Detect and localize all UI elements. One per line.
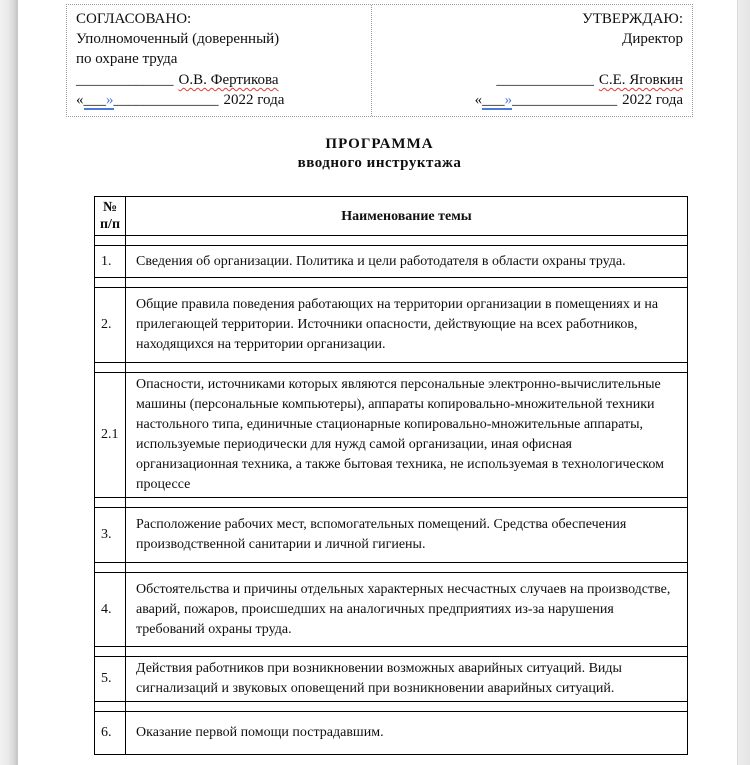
date-day-field — [84, 92, 114, 110]
agreed-role-line1: Уполномоченный (доверенный) — [76, 31, 280, 47]
table-row — [95, 573, 688, 647]
row-spacer — [95, 236, 688, 246]
title-line2: вводного инструктажа — [297, 155, 462, 171]
header-num-line1: № — [102, 200, 118, 215]
approved-signature-line — [381, 70, 683, 90]
approval-block — [66, 4, 693, 117]
approved-status: УТВЕРЖДАЮ: — [582, 11, 683, 27]
date-open-quote: « — [76, 92, 84, 108]
date-open-quote: « — [474, 92, 483, 108]
table-row — [95, 373, 688, 498]
row-topic: Действия работников при возникновении возможных аварийных ситуаций. Виды сигнализаций и звуковых оповещений при возникновении аварийных ситуаций. — [126, 657, 688, 702]
row-number: 2. — [95, 288, 126, 363]
row-topic: Общие правила поведения работающих на территории организации в помещениях и на прилегающей территории. Источники опасности, действующие на всех работников, находящихся на территории организации. — [126, 288, 688, 363]
date-day-blank: ___ — [482, 92, 505, 108]
agreed-signature-block — [76, 70, 362, 110]
table-row — [95, 246, 688, 278]
agreed-signature-line — [76, 70, 362, 90]
date-blank: ______________ — [512, 92, 618, 108]
row-spacer — [95, 563, 688, 573]
approved-cell — [372, 5, 692, 116]
table-row — [95, 712, 688, 755]
approved-text — [381, 9, 683, 49]
title-line1: ПРОГРАММА — [325, 136, 434, 152]
date-close-quote: » — [504, 92, 513, 108]
row-spacer — [95, 498, 688, 508]
row-number: 5. — [95, 657, 126, 702]
date-close-quote: » — [106, 92, 114, 108]
row-number: 2.1 — [95, 373, 126, 498]
row-number: 1. — [95, 246, 126, 278]
signature-blank: _____________ — [76, 72, 174, 88]
agreed-cell — [67, 5, 372, 116]
date-year: 2022 года — [622, 92, 683, 108]
agreed-text — [76, 9, 362, 69]
document-title — [66, 135, 693, 173]
agreed-signer-name: О.В. Фертикова — [178, 72, 279, 88]
date-day-field — [482, 92, 512, 110]
row-spacer — [95, 363, 688, 373]
signature-blank: _____________ — [496, 72, 594, 88]
table-row — [95, 288, 688, 363]
header-cell-topic: Наименование темы — [126, 197, 688, 236]
table-header-row — [95, 197, 688, 236]
approved-role-line1: Директор — [622, 31, 683, 47]
approved-signature-block — [381, 70, 683, 110]
row-spacer — [95, 702, 688, 712]
agreed-date-line — [76, 90, 362, 110]
date-blank: ______________ — [113, 92, 219, 108]
row-topic: Опасности, источниками которых являются персональные электронно-вычислительные машины (персональные компьютеры), аппараты копировально-множительной техники настольного типа, единичные стационарные копировально-множительные аппараты, используемые периодически для нужд самой организации, иная офисная организационная техника, а также бытовая техника, не используемая в технологическом процессе — [126, 373, 688, 498]
row-number: 4. — [95, 573, 126, 647]
date-year: 2022 года — [223, 92, 285, 108]
row-topic: Обстоятельства и причины отдельных характерных несчастных случаев на производстве, аварий, пожаров, происшедших на аналогичных предприятиях из-за нарушения требований охраны труда. — [126, 573, 688, 647]
approved-date-line — [381, 90, 683, 110]
page-edge-right — [737, 0, 750, 765]
row-topic: Оказание первой помощи пострадавшим. — [126, 712, 688, 755]
table-row — [95, 508, 688, 563]
agreed-role-line2: по охране труда — [76, 51, 178, 67]
row-spacer — [95, 278, 688, 288]
row-topic: Расположение рабочих мест, вспомогательных помещений. Средства обеспечения производственной санитарии и личной гигиены. — [126, 508, 688, 563]
page-edge-left — [0, 0, 18, 765]
row-topic: Сведения об организации. Политика и цели работодателя в области охраны труда. — [126, 246, 688, 278]
header-cell-number — [95, 197, 126, 236]
approved-signer-name: С.Е. Яговкин — [598, 72, 683, 88]
row-spacer — [95, 647, 688, 657]
row-number: 3. — [95, 508, 126, 563]
agreed-status: СОГЛАСОВАНО: — [76, 11, 192, 27]
header-num-line2: п/п — [99, 217, 121, 232]
date-day-blank: ___ — [83, 92, 106, 108]
table-row — [95, 657, 688, 702]
row-number: 6. — [95, 712, 126, 755]
topics-table — [94, 196, 688, 755]
